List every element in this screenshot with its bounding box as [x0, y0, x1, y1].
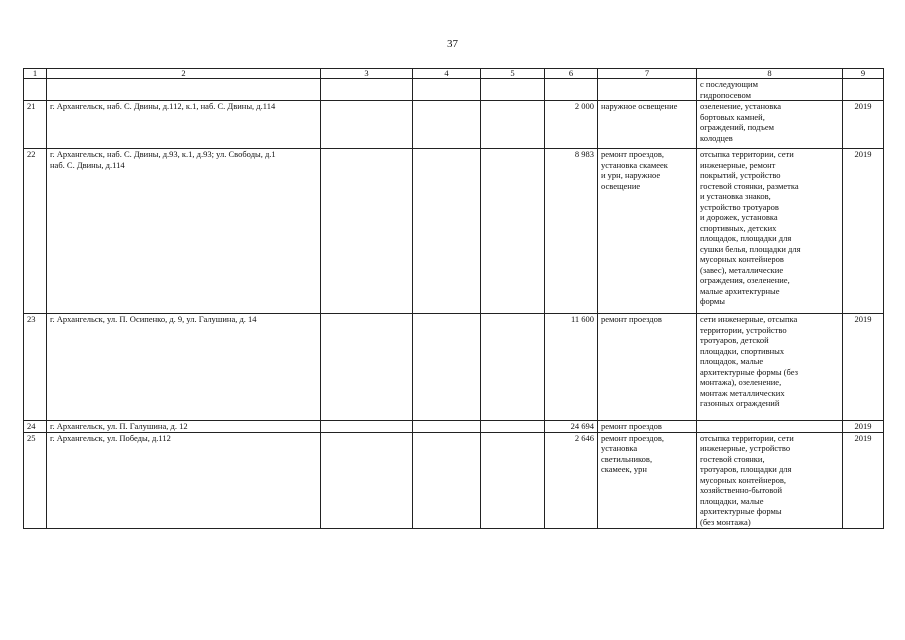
- column-4-cell: [413, 149, 481, 314]
- table-row: [24, 432, 884, 528]
- works-cell-line: ремонт проездов: [601, 421, 662, 431]
- amount-cell: 2 646: [545, 432, 598, 528]
- column-header-7: 7: [598, 69, 697, 79]
- works-cell: [598, 421, 697, 433]
- column-3-cell: [321, 421, 413, 433]
- details-cell-line: ограждений, подъем: [700, 122, 775, 132]
- details-cell-line: монтаж металлических: [700, 387, 785, 398]
- address-cell-line: г. Архангельск, ул. П. Галушина, д. 12: [50, 421, 188, 431]
- row-number-cell: 24: [24, 421, 47, 433]
- column-4-cell: [413, 421, 481, 433]
- column-header-3: 3: [321, 69, 413, 79]
- amount-cell: [545, 79, 598, 101]
- details-cell-line: гостевой стоянки, разметка: [700, 180, 799, 191]
- amount-cell: 24 694: [545, 421, 598, 433]
- address-cell-line: г. Архангельск, ул. П. Осипенко, д. 9, ул. Галушина, д. 14: [50, 314, 257, 324]
- address-cell: [47, 421, 321, 433]
- details-cell-line: спортивных, детских: [700, 222, 777, 233]
- details-cell: [697, 421, 843, 433]
- details-cell-line: архитектурные формы: [700, 506, 782, 516]
- column-header-4: 4: [413, 69, 481, 79]
- details-cell-line: гидропосевом: [700, 89, 751, 100]
- amount-cell: 11 600: [545, 314, 598, 421]
- works-cell-line: и урн, наружное: [601, 170, 661, 180]
- works-cell-line: светильников,: [601, 453, 653, 464]
- details-cell-line: сушки белья, площадки для: [700, 243, 801, 254]
- works-cell-line: освещение: [601, 180, 641, 191]
- column-header-8: 8: [697, 69, 843, 79]
- works-cell: [598, 149, 697, 314]
- details-cell-line: площадки, малые: [700, 495, 764, 506]
- column-number-header-row: [24, 69, 884, 79]
- works-cell: [598, 432, 697, 528]
- column-5-cell: [481, 101, 545, 149]
- works-cell-line: наружное освещение: [601, 101, 678, 111]
- row-number-cell: 23: [24, 314, 47, 421]
- works-cell-line: установка скамеек: [601, 159, 668, 170]
- details-cell: [697, 432, 843, 528]
- table-row: [24, 314, 884, 421]
- works-cell: [598, 314, 697, 421]
- details-cell-line: озеленение, установка: [700, 101, 782, 111]
- column-4-cell: [413, 79, 481, 101]
- table-row: [24, 421, 884, 433]
- address-cell: [47, 314, 321, 421]
- year-cell: 2019: [843, 421, 884, 433]
- address-cell: [47, 101, 321, 149]
- address-cell-line: наб. С. Двины, д.114: [50, 159, 125, 170]
- column-3-cell: [321, 101, 413, 149]
- details-cell-line: мусорных контейнеров: [700, 254, 784, 264]
- details-cell-line: монтажа), озеленение,: [700, 377, 782, 387]
- details-cell-line: колодцев: [700, 132, 733, 143]
- column-5-cell: [481, 432, 545, 528]
- works-cell-line: установка: [601, 443, 638, 453]
- works-cell-line: ремонт проездов,: [601, 149, 664, 159]
- year-cell: 2019: [843, 314, 884, 421]
- details-cell: [697, 149, 843, 314]
- address-cell: [47, 79, 321, 101]
- column-3-cell: [321, 149, 413, 314]
- details-cell-line: отсыпка территории, сети: [700, 432, 794, 443]
- works-cell-line: скамеек, урн: [601, 464, 647, 474]
- row-number-cell: [24, 79, 47, 101]
- column-3-cell: [321, 432, 413, 528]
- column-4-cell: [413, 314, 481, 421]
- row-number-cell: 25: [24, 432, 47, 528]
- details-cell-line: с последующим: [700, 79, 758, 89]
- details-cell-line: территории, устройство: [700, 324, 787, 335]
- column-3-cell: [321, 79, 413, 101]
- details-cell-line: мусорных контейнеров,: [700, 474, 787, 485]
- details-cell-line: покрытий, устройство: [700, 170, 781, 180]
- details-cell-line: (без монтажа): [700, 516, 751, 527]
- details-cell-line: формы: [700, 296, 725, 306]
- details-cell: [697, 79, 843, 101]
- works-cell: [598, 79, 697, 101]
- column-header-5: 5: [481, 69, 545, 79]
- address-cell-line: г. Архангельск, наб. С. Двины, д.112, к.1, наб. С. Двины, д.114: [50, 101, 276, 111]
- details-cell-line: бортовых камней,: [700, 111, 765, 122]
- address-cell: [47, 149, 321, 314]
- details-cell-line: газонных ограждений: [700, 398, 780, 408]
- column-header-2: 2: [47, 69, 321, 79]
- column-5-cell: [481, 79, 545, 101]
- details-cell-line: сети инженерные, отсыпка: [700, 314, 798, 324]
- details-cell-line: устройство тротуаров: [700, 201, 779, 212]
- column-header-9: 9: [843, 69, 884, 79]
- details-cell-line: хозяйственно-бытовой: [700, 485, 783, 495]
- address-cell-line: г. Архангельск, ул. Победы, д.112: [50, 432, 171, 443]
- works-cell-line: ремонт проездов,: [601, 432, 664, 443]
- column-5-cell: [481, 421, 545, 433]
- address-cell: [47, 432, 321, 528]
- amount-cell: 8 983: [545, 149, 598, 314]
- address-cell-line: г. Архангельск, наб. С. Двины, д.93, к.1, д.93; ул. Свободы, д.1: [50, 149, 276, 159]
- column-4-cell: [413, 432, 481, 528]
- year-cell: 2019: [843, 149, 884, 314]
- details-cell-line: тротуаров, площадки для: [700, 464, 792, 474]
- details-cell-line: ограждения, озеленение,: [700, 275, 790, 285]
- year-cell: [843, 79, 884, 101]
- row-number-cell: 22: [24, 149, 47, 314]
- year-cell: 2019: [843, 432, 884, 528]
- row-number-cell: 21: [24, 101, 47, 149]
- details-cell-line: и установка знаков,: [700, 191, 771, 201]
- details-cell-line: инженерные, ремонт: [700, 159, 776, 170]
- column-4-cell: [413, 101, 481, 149]
- works-table: [23, 68, 884, 529]
- column-5-cell: [481, 314, 545, 421]
- details-cell-line: площадок, малые: [700, 356, 764, 366]
- details-cell-line: архитектурные формы (без: [700, 366, 798, 377]
- details-cell-line: тротуаров, детской: [700, 335, 769, 345]
- details-cell-line: инженерные, устройство: [700, 443, 791, 453]
- works-cell: [598, 101, 697, 149]
- details-cell-line: площадок, площадки для: [700, 233, 792, 243]
- works-cell-line: ремонт проездов: [601, 314, 662, 324]
- details-cell-line: малые архитектурные: [700, 285, 780, 296]
- amount-cell: 2 000: [545, 101, 598, 149]
- column-3-cell: [321, 314, 413, 421]
- column-header-1: 1: [24, 69, 47, 79]
- details-cell: [697, 101, 843, 149]
- table-row: [24, 149, 884, 314]
- details-cell-line: отсыпка территории, сети: [700, 149, 794, 159]
- year-cell: 2019: [843, 101, 884, 149]
- table-row: [24, 79, 884, 101]
- table-row: [24, 101, 884, 149]
- details-cell-line: площадки, спортивных: [700, 345, 785, 356]
- column-header-6: 6: [545, 69, 598, 79]
- details-cell-line: (завес), металлические: [700, 264, 784, 275]
- details-cell-line: и дорожек, установка: [700, 212, 778, 222]
- page-number: 37: [447, 38, 458, 50]
- column-5-cell: [481, 149, 545, 314]
- details-cell-line: гостевой стоянки,: [700, 453, 765, 464]
- details-cell: [697, 314, 843, 421]
